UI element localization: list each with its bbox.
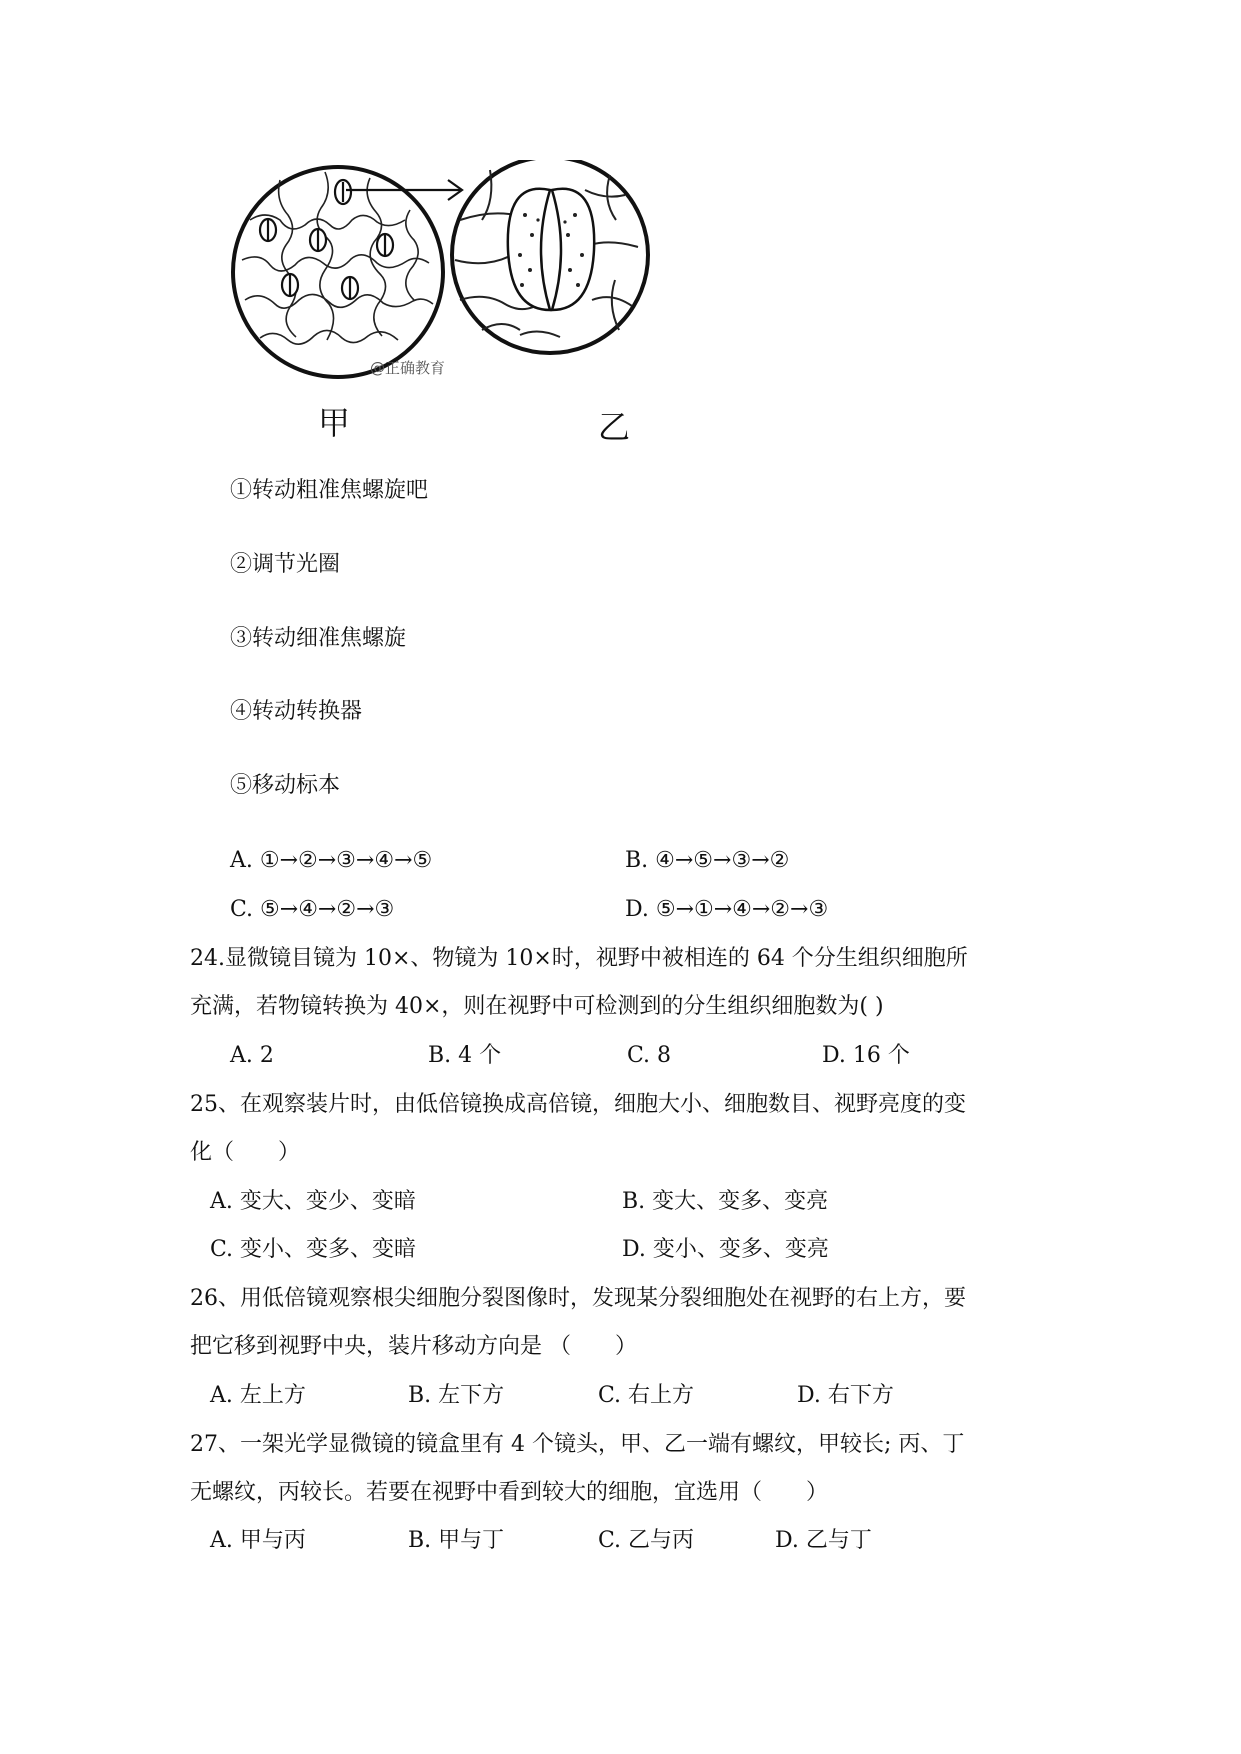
label-jia: 甲	[318, 404, 351, 442]
step-4: ④转动转换器	[230, 699, 363, 724]
step-2: ②调节光圈	[230, 552, 341, 577]
q25-stem-line2: 化（ ）	[190, 1140, 301, 1165]
q27-stem-line2: 无螺纹，丙较长。若要在视野中看到较大的细胞，宜选用（ ）	[190, 1480, 829, 1505]
q23-option-b[interactable]: B. ④→⑤→③→②	[625, 848, 790, 873]
q27-stem-line1: 27、一架光学显微镜的镜盒里有 4 个镜头，甲、乙一端有螺纹，甲较长; 丙、丁	[190, 1432, 965, 1457]
label-yi: 乙	[598, 408, 631, 446]
step-3: ③转动细准焦螺旋	[230, 626, 407, 651]
q24-option-c[interactable]: C. 8	[627, 1043, 672, 1068]
q26-option-d[interactable]: D. 右下方	[797, 1383, 894, 1408]
q27-option-c[interactable]: C. 乙与丙	[598, 1528, 695, 1553]
q25-stem-line1: 25、在观察装片时，由低倍镜换成高倍镜，细胞大小、细胞数目、视野亮度的变	[190, 1092, 966, 1117]
watermark: @正确教育	[370, 359, 446, 377]
q26-stem-line2: 把它移到视野中央，装片移动方向是 （ ）	[190, 1334, 637, 1359]
q25-option-d[interactable]: D. 变小、变多、变亮	[622, 1237, 829, 1262]
view-jia	[233, 167, 446, 377]
arrow-icon	[346, 180, 462, 200]
q23-option-d[interactable]: D. ⑤→①→④→②→③	[625, 897, 829, 922]
q24-stem-line1: 24.显微镜目镜为 10×、物镜为 10×时，视野中被相连的 64 个分生组织细胞所	[190, 946, 968, 971]
q25-option-b[interactable]: B. 变大、变多、变亮	[622, 1189, 829, 1214]
q25-option-a[interactable]: A. 变大、变少、变暗	[210, 1189, 416, 1214]
q26-option-b[interactable]: B. 左下方	[408, 1383, 505, 1408]
step-5: ⑤移动标本	[230, 773, 341, 798]
q25-option-c[interactable]: C. 变小、变多、变暗	[210, 1237, 417, 1262]
q26-stem-line1: 26、用低倍镜观察根尖细胞分裂图像时，发现某分裂细胞处在视野的右上方，要	[190, 1286, 966, 1311]
q24-option-b[interactable]: B. 4 个	[428, 1043, 502, 1068]
view-yi	[452, 160, 648, 353]
q26-option-a[interactable]: A. 左上方	[210, 1383, 306, 1408]
step-1: ①转动粗准焦螺旋吧	[230, 478, 429, 503]
q27-option-b[interactable]: B. 甲与丁	[408, 1528, 505, 1553]
q24-option-a[interactable]: A. 2	[230, 1043, 274, 1068]
q24-stem-line2: 充满，若物镜转换为 40×，则在视野中可检测到的分生组织细胞数为( )	[190, 994, 884, 1019]
q24-option-d[interactable]: D. 16 个	[822, 1043, 910, 1068]
q27-option-a[interactable]: A. 甲与丙	[210, 1528, 306, 1553]
q27-option-d[interactable]: D. 乙与丁	[775, 1528, 872, 1553]
microscope-figure	[220, 160, 740, 380]
q26-option-c[interactable]: C. 右上方	[598, 1383, 695, 1408]
q23-option-a[interactable]: A. ①→②→③→④→⑤	[230, 848, 433, 873]
q23-option-c[interactable]: C. ⑤→④→②→③	[230, 897, 395, 922]
